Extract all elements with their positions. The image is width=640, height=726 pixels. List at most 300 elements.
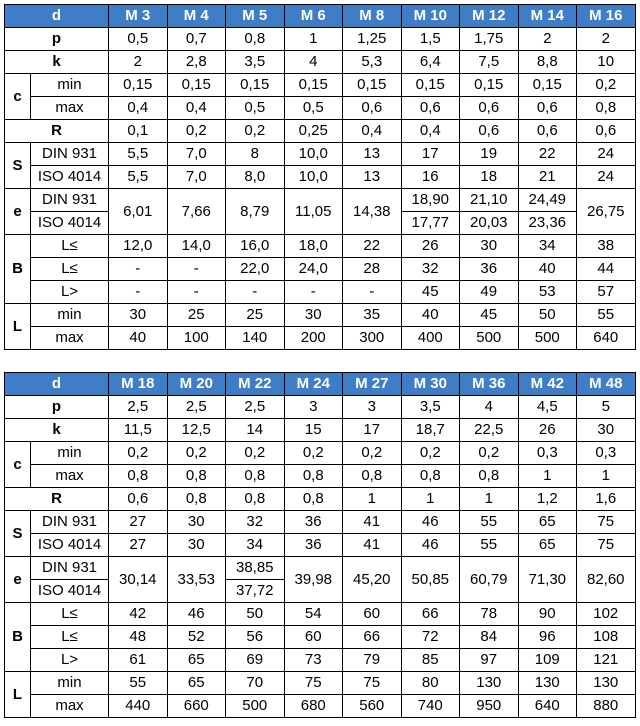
header-cell: d [5,373,109,396]
value-cell: 440 [109,695,168,718]
b-row [5,281,636,304]
b-row [5,603,636,626]
value-cell: 17,77 [401,212,460,235]
value-cell: 1,5 [401,28,460,51]
value-cell: 0,8 [343,465,402,488]
value-cell: 0,6 [343,97,402,120]
r-row [5,120,636,143]
b-row [5,649,636,672]
value-cell: 0,15 [343,74,402,97]
value-cell: 41 [343,534,402,557]
value-cell: 56 [226,626,285,649]
value-cell: 24,49 [518,189,577,212]
value-cell: 0,8 [167,465,226,488]
header-cell: M 10 [401,5,460,28]
value-cell: 0,3 [577,442,636,465]
value-cell: 16 [401,166,460,189]
l-row [5,672,636,695]
sub-label: L≤ [31,626,109,649]
value-cell: 560 [343,695,402,718]
value-cell: 18,7 [401,419,460,442]
row-label: p [5,396,109,419]
header-cell: M 16 [577,5,636,28]
value-cell: 44 [577,258,636,281]
value-cell: 71,30 [518,557,577,603]
value-cell: 41 [343,511,402,534]
l-row [5,327,636,350]
value-cell: 1,25 [343,28,402,51]
group-label: B [5,603,31,672]
value-cell: - [167,258,226,281]
value-cell: 55 [460,534,519,557]
sub-label: ISO 4014 [31,534,109,557]
sub-label: ISO 4014 [31,580,109,603]
sub-label: DIN 931 [31,143,109,166]
value-cell: 37,72 [226,580,285,603]
value-cell: 0,4 [401,120,460,143]
s-row [5,534,636,557]
value-cell: 950 [460,695,519,718]
value-cell: 73 [284,649,343,672]
value-cell: 0,6 [109,488,168,511]
header-cell: M 22 [226,373,285,396]
value-cell: 24 [577,166,636,189]
value-cell: 30 [577,419,636,442]
sub-label: L≤ [31,258,109,281]
header-row [5,5,636,28]
value-cell: 6,01 [109,189,168,235]
header-row [5,373,636,396]
value-cell: 0,2 [226,442,285,465]
value-cell: 740 [401,695,460,718]
value-cell: 300 [343,327,402,350]
value-cell: 7,5 [460,51,519,74]
value-cell: 30 [284,304,343,327]
value-cell: 48 [109,626,168,649]
value-cell: 4 [284,51,343,74]
value-cell: 660 [167,695,226,718]
value-cell: 2 [577,28,636,51]
sub-label: ISO 4014 [31,212,109,235]
value-cell: 22 [518,143,577,166]
header-cell: M 5 [226,5,285,28]
value-cell: 66 [401,603,460,626]
value-cell: 18 [460,166,519,189]
sub-label: L≤ [31,603,109,626]
value-cell: 8,0 [226,166,285,189]
group-label: e [5,189,31,235]
k-row [5,51,636,74]
value-cell: 2,8 [167,51,226,74]
c-row [5,74,636,97]
value-cell: 640 [577,327,636,350]
value-cell: 0,8 [226,465,285,488]
value-cell: 45 [401,281,460,304]
group-label: e [5,557,31,603]
value-cell: 12,0 [109,235,168,258]
value-cell: 66 [343,626,402,649]
value-cell: 0,5 [284,97,343,120]
value-cell: 2,5 [226,396,285,419]
value-cell: 32 [401,258,460,281]
header-cell: M 6 [284,5,343,28]
value-cell: 7,0 [167,166,226,189]
value-cell: 0,8 [460,465,519,488]
value-cell: 84 [460,626,519,649]
value-cell: 2 [518,28,577,51]
sub-label: max [31,327,109,350]
value-cell: 55 [577,304,636,327]
value-cell: 35 [343,304,402,327]
group-label: c [5,442,31,488]
value-cell: 14 [226,419,285,442]
row-label: k [5,419,109,442]
value-cell: 0,15 [284,74,343,97]
sub-label: min [31,672,109,695]
value-cell: 0,2 [460,442,519,465]
value-cell: 46 [401,511,460,534]
p-row [5,28,636,51]
value-cell: 1,6 [577,488,636,511]
value-cell: 0,2 [401,442,460,465]
value-cell: 0,6 [460,97,519,120]
sub-label: max [31,465,109,488]
thread-spec-table-2 [4,372,636,718]
value-cell: 70 [226,672,285,695]
value-cell: 34 [226,534,285,557]
group-label: S [5,143,31,189]
value-cell: 2,5 [109,396,168,419]
value-cell: 79 [343,649,402,672]
header-cell: M 20 [167,373,226,396]
value-cell: 13 [343,166,402,189]
value-cell: 75 [577,511,636,534]
header-cell: M 30 [401,373,460,396]
value-cell: 50 [518,304,577,327]
value-cell: 0,4 [109,97,168,120]
value-cell: 0,2 [577,74,636,97]
value-cell: 26 [518,419,577,442]
c-row [5,442,636,465]
value-cell: 5,3 [343,51,402,74]
value-cell: 23,36 [518,212,577,235]
value-cell: 1 [401,488,460,511]
value-cell: 500 [518,327,577,350]
value-cell: 40 [401,304,460,327]
value-cell: 0,1 [109,120,168,143]
value-cell: 34 [518,235,577,258]
value-cell: 7,66 [167,189,226,235]
value-cell: 60,79 [460,557,519,603]
value-cell: 0,25 [284,120,343,143]
value-cell: 57 [577,281,636,304]
value-cell: 0,2 [284,442,343,465]
value-cell: 24,0 [284,258,343,281]
header-cell: M 14 [518,5,577,28]
value-cell: 65 [518,511,577,534]
header-cell: M 36 [460,373,519,396]
sub-label: L≤ [31,235,109,258]
value-cell: 45 [460,304,519,327]
value-cell: 109 [518,649,577,672]
row-label: R [5,120,109,143]
value-cell: 85 [401,649,460,672]
value-cell: 0,2 [343,442,402,465]
value-cell: 8,8 [518,51,577,74]
sub-label: min [31,304,109,327]
header-cell: M 24 [284,373,343,396]
value-cell: 108 [577,626,636,649]
value-cell: 10,0 [284,143,343,166]
value-cell: 25 [226,304,285,327]
value-cell: 33,53 [167,557,226,603]
sub-label: ISO 4014 [31,166,109,189]
value-cell: 16,0 [226,235,285,258]
value-cell: - [343,281,402,304]
value-cell: 18,0 [284,235,343,258]
value-cell: - [109,281,168,304]
value-cell: 36 [460,258,519,281]
value-cell: 26,75 [577,189,636,235]
value-cell: 0,2 [109,442,168,465]
sub-label: min [31,442,109,465]
value-cell: 75 [577,534,636,557]
value-cell: 5,5 [109,166,168,189]
value-cell: 82,60 [577,557,636,603]
value-cell: 1 [284,28,343,51]
value-cell: 22 [343,235,402,258]
header-cell: M 42 [518,373,577,396]
value-cell: 1 [460,488,519,511]
value-cell: 0,3 [518,442,577,465]
value-cell: 55 [460,511,519,534]
value-cell: 12,5 [167,419,226,442]
p-row [5,396,636,419]
value-cell: 130 [518,672,577,695]
value-cell: 30,14 [109,557,168,603]
value-cell: 8 [226,143,285,166]
value-cell: 130 [577,672,636,695]
value-cell: 4 [460,396,519,419]
value-cell: 30 [109,304,168,327]
value-cell: 0,6 [518,97,577,120]
value-cell: 15 [284,419,343,442]
value-cell: 0,8 [577,97,636,120]
group-label: B [5,235,31,304]
value-cell: 50,85 [401,557,460,603]
value-cell: 3 [343,396,402,419]
value-cell: 640 [518,695,577,718]
value-cell: 27 [109,534,168,557]
value-cell: - [167,281,226,304]
value-cell: 500 [460,327,519,350]
value-cell: 50 [226,603,285,626]
e-row [5,557,636,580]
value-cell: 75 [343,672,402,695]
value-cell: 39,98 [284,557,343,603]
value-cell: 25 [167,304,226,327]
value-cell: 680 [284,695,343,718]
value-cell: 7,0 [167,143,226,166]
value-cell: 65 [167,649,226,672]
value-cell: 38 [577,235,636,258]
group-label: L [5,672,31,718]
sub-label: DIN 931 [31,511,109,534]
b-row [5,235,636,258]
value-cell: 80 [401,672,460,695]
header-cell: M 3 [109,5,168,28]
value-cell: 0,6 [401,97,460,120]
value-cell: 21 [518,166,577,189]
value-cell: 97 [460,649,519,672]
value-cell: 24 [577,143,636,166]
value-cell: 18,90 [401,189,460,212]
value-cell: 4,5 [518,396,577,419]
value-cell: 42 [109,603,168,626]
value-cell: 8,79 [226,189,285,235]
header-cell: M 48 [577,373,636,396]
header-cell: M 18 [109,373,168,396]
value-cell: 96 [518,626,577,649]
value-cell: 1,75 [460,28,519,51]
value-cell: 0,4 [167,97,226,120]
e-row [5,189,636,212]
group-label: c [5,74,31,120]
row-label: k [5,51,109,74]
value-cell: 54 [284,603,343,626]
value-cell: 0,15 [167,74,226,97]
thread-spec-table-1 [4,4,636,350]
value-cell: 0,4 [343,120,402,143]
value-cell: 61 [109,649,168,672]
value-cell: 500 [226,695,285,718]
value-cell: 52 [167,626,226,649]
header-cell: M 12 [460,5,519,28]
value-cell: 100 [167,327,226,350]
value-cell: 53 [518,281,577,304]
value-cell: - [226,281,285,304]
value-cell: 40 [109,327,168,350]
value-cell: 0,15 [460,74,519,97]
value-cell: 49 [460,281,519,304]
value-cell: 22,0 [226,258,285,281]
value-cell: 21,10 [460,189,519,212]
value-cell: - [284,281,343,304]
value-cell: 0,8 [226,28,285,51]
value-cell: 30 [167,511,226,534]
value-cell: 20,03 [460,212,519,235]
value-cell: 14,38 [343,189,402,235]
value-cell: 0,6 [577,120,636,143]
sub-label: min [31,74,109,97]
row-label: R [5,488,109,511]
value-cell: 45,20 [343,557,402,603]
value-cell: 0,15 [226,74,285,97]
value-cell: 22,5 [460,419,519,442]
value-cell: 75 [284,672,343,695]
group-label: S [5,511,31,557]
value-cell: 32 [226,511,285,534]
value-cell: 30 [167,534,226,557]
value-cell: 0,2 [167,442,226,465]
value-cell: 90 [518,603,577,626]
value-cell: 0,5 [226,97,285,120]
value-cell: 40 [518,258,577,281]
value-cell: 13 [343,143,402,166]
value-cell: 36 [284,534,343,557]
b-row [5,258,636,281]
value-cell: 140 [226,327,285,350]
value-cell: 0,15 [109,74,168,97]
value-cell: 46 [167,603,226,626]
value-cell: - [109,258,168,281]
value-cell: 27 [109,511,168,534]
value-cell: 6,4 [401,51,460,74]
value-cell: 0,2 [226,120,285,143]
value-cell: 0,8 [109,465,168,488]
value-cell: 3 [284,396,343,419]
value-cell: 0,5 [109,28,168,51]
value-cell: 3,5 [226,51,285,74]
value-cell: 0,8 [226,488,285,511]
header-cell: M 8 [343,5,402,28]
value-cell: 0,8 [284,488,343,511]
value-cell: 1 [518,465,577,488]
s-row [5,166,636,189]
b-row [5,626,636,649]
value-cell: 11,5 [109,419,168,442]
value-cell: 28 [343,258,402,281]
header-cell: d [5,5,109,28]
sub-label: DIN 931 [31,557,109,580]
value-cell: 55 [109,672,168,695]
value-cell: 0,15 [518,74,577,97]
value-cell: 72 [401,626,460,649]
value-cell: 36 [284,511,343,534]
value-cell: 14,0 [167,235,226,258]
s-row [5,511,636,534]
value-cell: 0,6 [518,120,577,143]
group-label: L [5,304,31,350]
l-row [5,695,636,718]
sub-label: max [31,695,109,718]
value-cell: 65 [167,672,226,695]
value-cell: 17 [343,419,402,442]
value-cell: 0,2 [167,120,226,143]
value-cell: 880 [577,695,636,718]
header-cell: M 27 [343,373,402,396]
header-cell: M 4 [167,5,226,28]
value-cell: 1 [577,465,636,488]
k-row [5,419,636,442]
value-cell: 30 [460,235,519,258]
value-cell: 0,7 [167,28,226,51]
value-cell: 38,85 [226,557,285,580]
value-cell: 5,5 [109,143,168,166]
value-cell: 10,0 [284,166,343,189]
value-cell: 0,15 [401,74,460,97]
value-cell: 65 [518,534,577,557]
value-cell: 200 [284,327,343,350]
value-cell: 0,6 [460,120,519,143]
c-row [5,97,636,120]
value-cell: 19 [460,143,519,166]
value-cell: 2,5 [167,396,226,419]
value-cell: 78 [460,603,519,626]
value-cell: 69 [226,649,285,672]
value-cell: 1,2 [518,488,577,511]
value-cell: 2 [109,51,168,74]
